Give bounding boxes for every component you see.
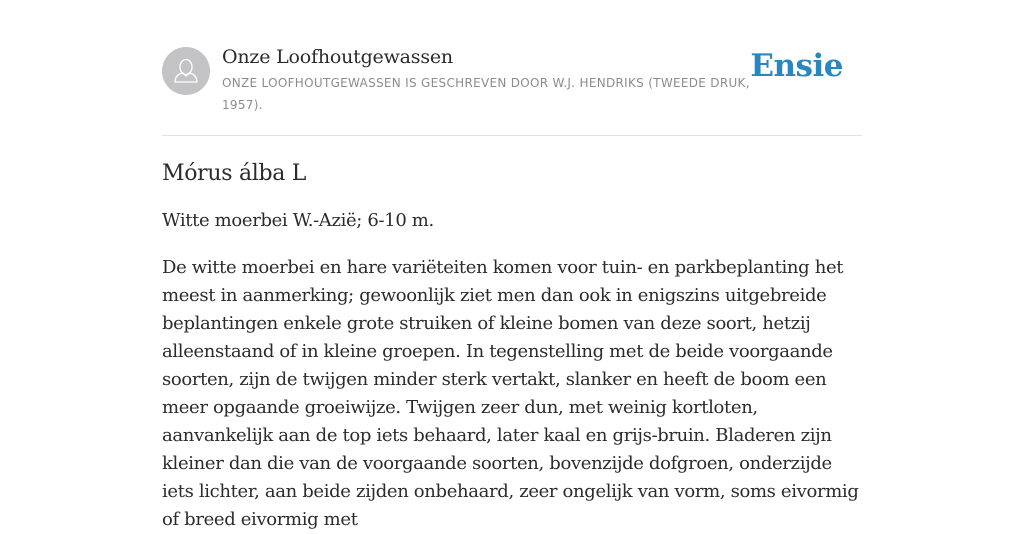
author-avatar[interactable] <box>162 47 210 95</box>
book-description: ONZE LOOFHOUTGEWASSEN IS GESCHREVEN DOOR W.J. HENDRIKS (TWEEDE DRUK, 1957). <box>222 76 750 112</box>
user-icon <box>162 47 210 95</box>
entry-paragraph: Witte moerbei W.-Azië; 6-10 m. <box>162 210 434 231</box>
site-logo[interactable]: Ensie <box>750 48 843 84</box>
entry-title: Mórus álba L <box>162 161 307 186</box>
article-content <box>162 156 862 534</box>
entry-paragraph: De witte moerbei en hare variëteiten komen voor tuin- en parkbeplanting het meest in aanmerking; gewoonlijk ziet men dan ook in enigszins uitgebreide beplantingen enkele grote struiken of kleine bomen van deze soort, hetzij alleenstaand of in kleine groepen. In tegenstelling met de beide voorgaande soorten, zijn de twijgen minder sterk vertakt, slanker en heeft de boom een meer opgaande groeiwijze. Twijgen zeer dun, met weinig kortloten, aanvankelijk aan de top iets behaard, later kaal en grijs-bruin. Bladeren zijn kleiner dan die van de voorgaande soorten, bovenzijde dofgroen, onderzijde iets lichter, aan beide zijden onbehaard, zeer ongelijk van vorm, soms eivormig of breed eivormig met <box>162 257 859 530</box>
book-title[interactable]: Onze Loofhoutgewassen <box>222 46 453 68</box>
book-header <box>162 44 862 136</box>
